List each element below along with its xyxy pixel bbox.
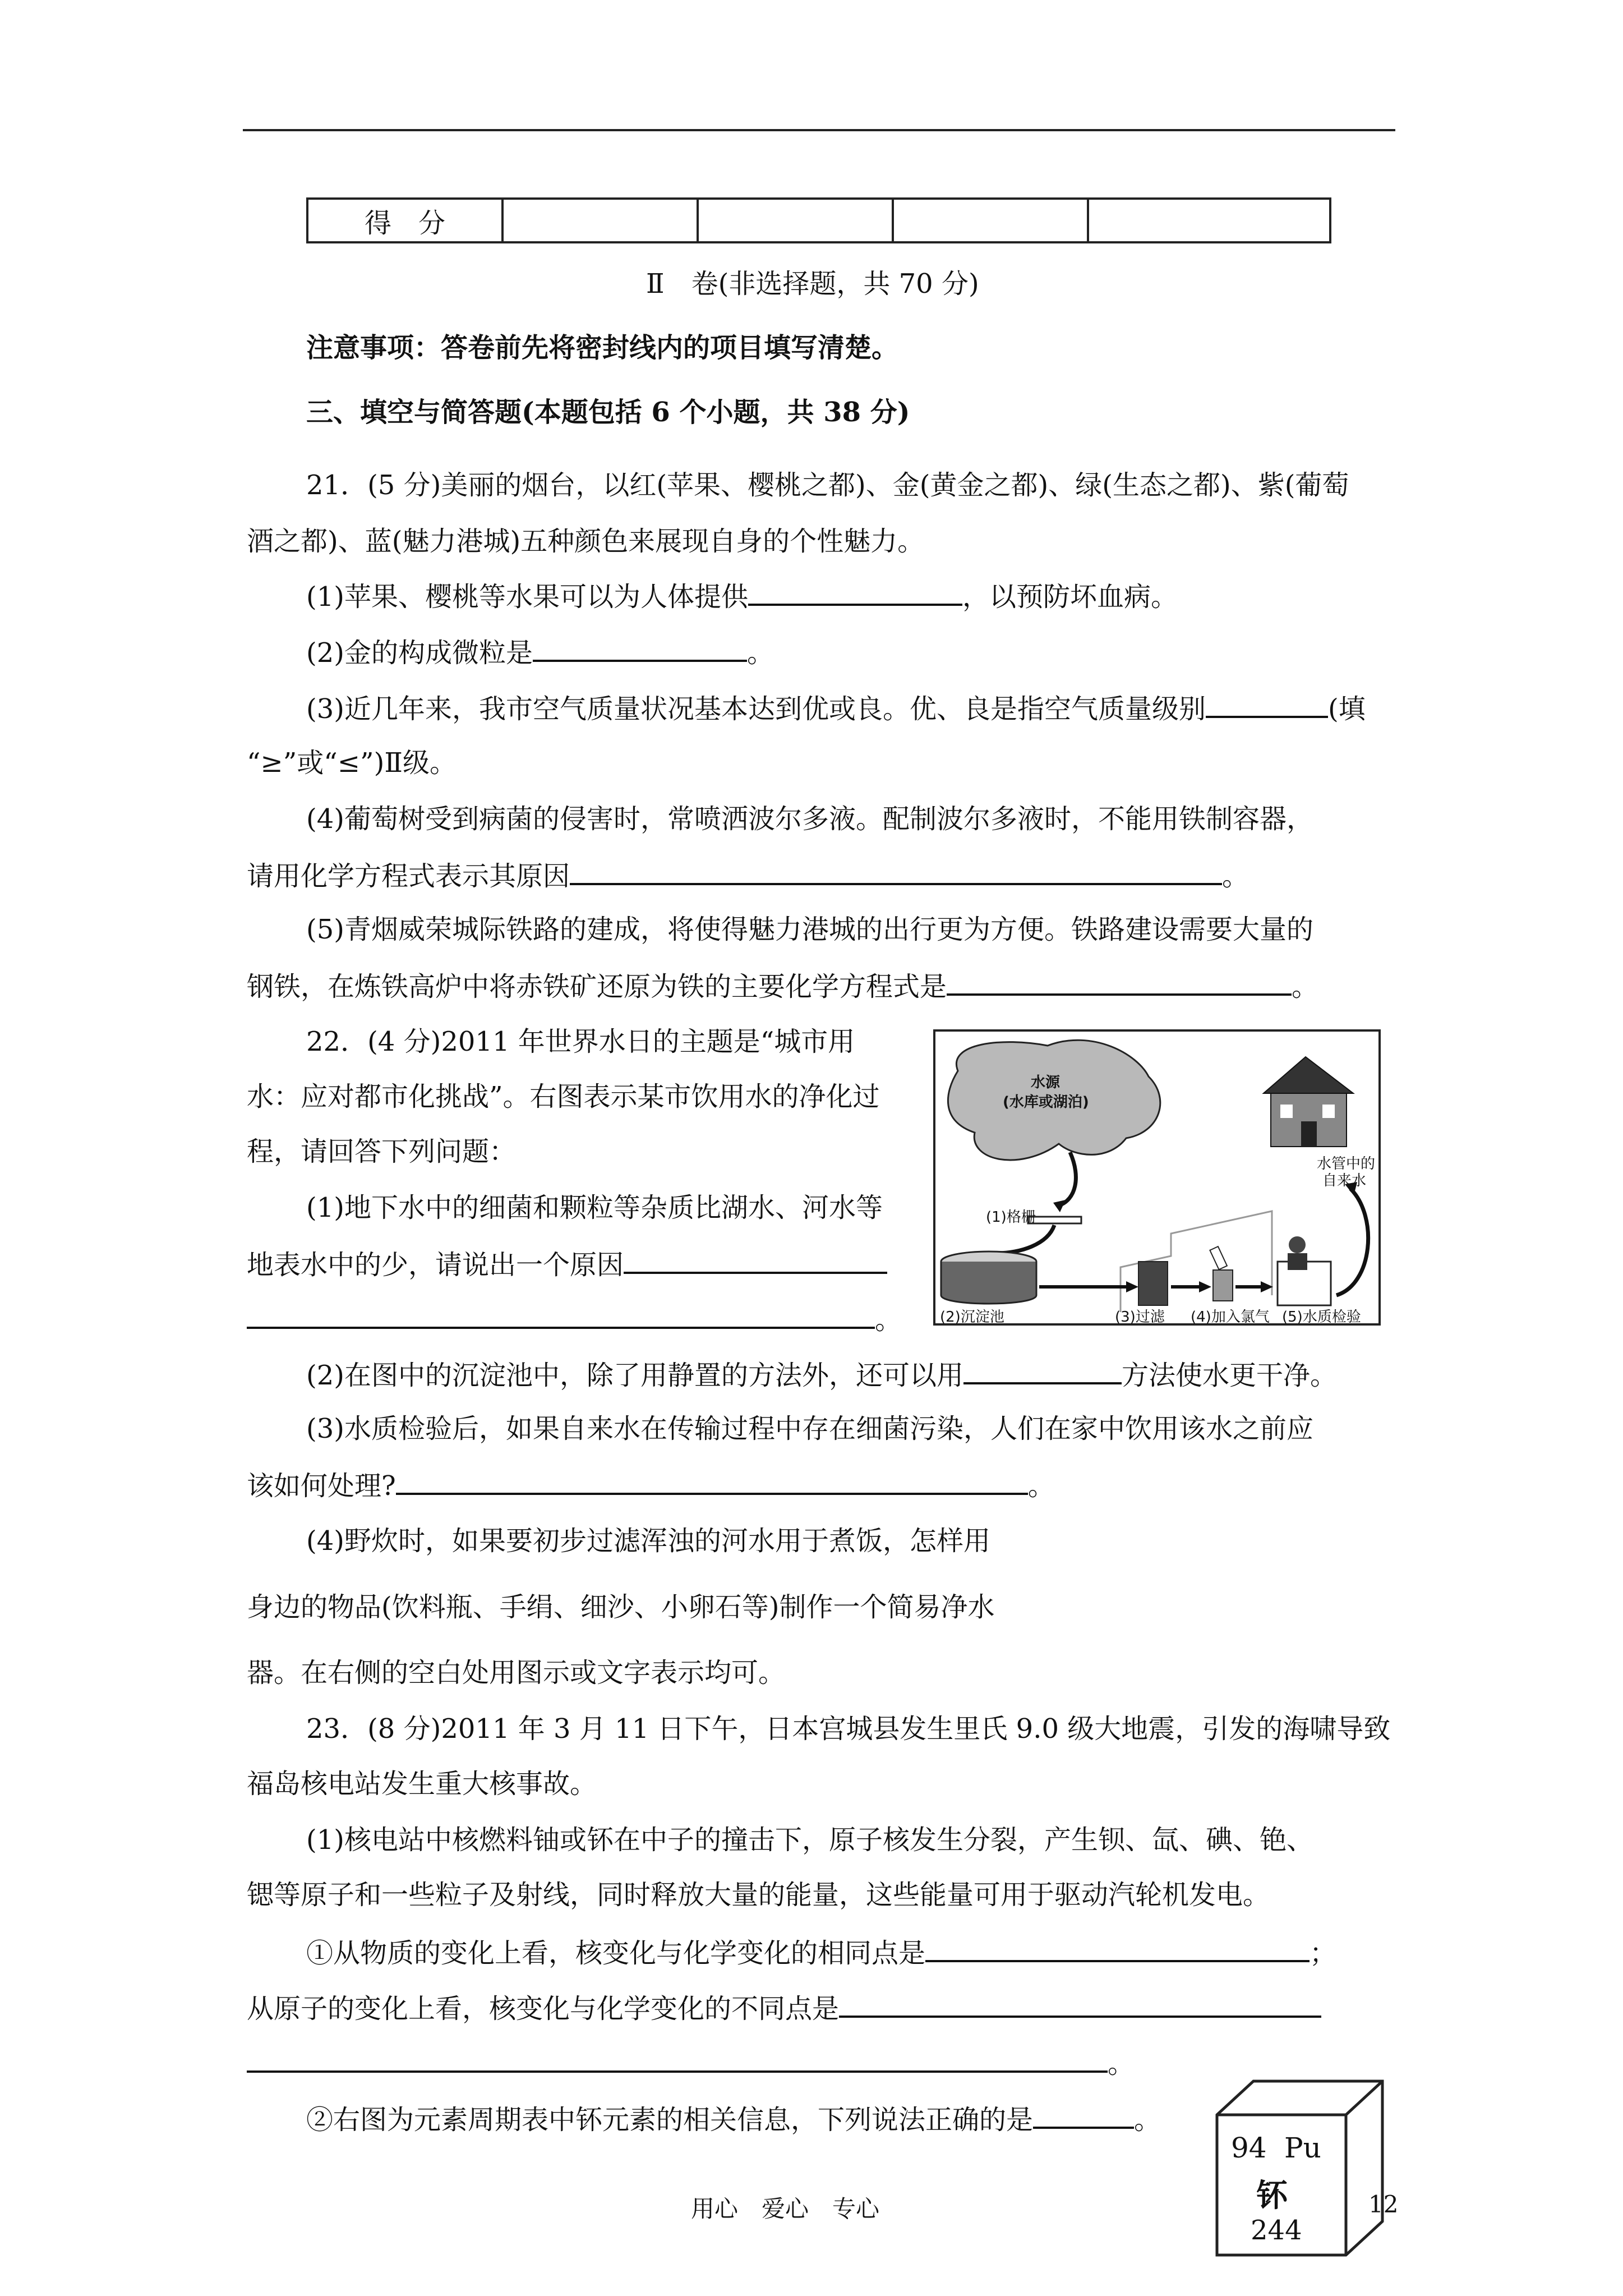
answer-blank[interactable] <box>925 1934 1310 1962</box>
inspector-head-icon <box>1289 1236 1306 1253</box>
q23-part1-line1: (1)核电站中核燃料铀或钚在中子的撞击下，原子核发生分裂，产生钡、氙、碘、铯、 <box>306 1824 1313 1856</box>
q21-part3-line2: “≥”或“≤”)Ⅱ级。 <box>247 747 457 779</box>
answer-blank[interactable] <box>1206 690 1328 718</box>
score-cell[interactable] <box>502 199 698 242</box>
score-cell[interactable] <box>698 199 893 242</box>
q21-part4-line2: 请用化学方程式表示其原因 。 <box>247 857 1249 893</box>
part-heading: 三、填空与简答题(本题包括 6 个小题，共 38 分) <box>306 397 910 428</box>
q23-sub1-line3: 。 <box>247 2045 1135 2081</box>
chlorine-bottle-icon <box>1210 1246 1227 1269</box>
step-filter-label: (3)过滤 <box>1115 1309 1165 1326</box>
water-purification-figure <box>933 1029 1381 1326</box>
tap-label: 水管中的 <box>1317 1156 1376 1172</box>
house-window-icon <box>1280 1105 1293 1118</box>
q21-part1: (1)苹果、樱桃等水果可以为人体提供 ，以预防坏血病。 <box>306 578 1178 614</box>
step-inspection-label: (5)水质检验 <box>1282 1309 1361 1326</box>
q23-sub2: ②右图为元素周期表中钚元素的相关信息，下列说法正确的是 。 <box>306 2101 1161 2137</box>
score-cell[interactable] <box>893 199 1088 242</box>
arrow-head-icon <box>1126 1281 1138 1292</box>
arrow-head-icon <box>1199 1281 1211 1292</box>
answer-blank[interactable] <box>533 634 747 662</box>
page-number: 12 <box>1368 2191 1399 2218</box>
flow-arrow-3 <box>1336 1189 1368 1295</box>
q22-part4-line3: 器。在右侧的空白处用图示或文字表示均可。 <box>247 1657 786 1688</box>
filter-unit-icon <box>1138 1262 1168 1305</box>
cube-outline <box>1200 2076 1385 2283</box>
answer-blank[interactable] <box>947 968 1292 996</box>
q22-part1-line2: 地表水中的少，请说出一个原因 <box>247 1246 887 1282</box>
q21-part5-line2: 钢铁，在炼铁高炉中将赤铁矿还原为铁的主要化学方程式是 。 <box>247 968 1318 1004</box>
arrow-head-icon <box>1053 1200 1066 1212</box>
answer-blank[interactable] <box>1033 2101 1134 2129</box>
source-sublabel: (水库或湖泊) <box>1003 1094 1089 1111</box>
footer-motto: 用心 爱心 专心 <box>691 2195 880 2223</box>
house-window-icon <box>1322 1105 1335 1118</box>
house-door-icon <box>1301 1121 1317 1147</box>
q21-stem-line1: 21．(5 分)美丽的烟台，以红(苹果、樱桃之都)、金(黄金之都)、绿(生态之都)、紫(葡萄 <box>306 470 1349 501</box>
q22-part4-line1: (4)野炊时，如果要初步过滤浑浊的河水用于煮饭，怎样用 <box>306 1525 990 1557</box>
q21-part3-line1: (3)近几年来，我市空气质量状况基本达到优或良。优、良是指空气质量级别 (填 <box>306 690 1366 726</box>
answer-blank[interactable] <box>570 857 1222 885</box>
notice: 注意事项：答卷前先将密封线内的项目填写清楚。 <box>306 332 899 364</box>
table-row <box>307 199 1330 242</box>
answer-blank[interactable] <box>963 1356 1122 1384</box>
grille-icon <box>1028 1217 1081 1223</box>
element-cube <box>1200 2076 1385 2283</box>
answer-blank[interactable] <box>247 2045 1108 2073</box>
atomic-mass: 244 <box>1251 2215 1302 2246</box>
chlorine-tank-icon <box>1213 1270 1233 1301</box>
q22-part4-line2: 身边的物品(饮料瓶、手绢、细沙、小卵石等)制作一个简易净水 <box>247 1591 995 1623</box>
q22-stem-line1: 22．(4 分)2011 年世界水日的主题是“城市用 <box>306 1026 855 1057</box>
score-label: 得 分 <box>307 199 502 242</box>
q21-part2: (2)金的构成微粒是 。 <box>306 634 774 670</box>
q23-stem-line2: 福岛核电站发生重大核事故。 <box>247 1768 597 1800</box>
inspector-body-icon <box>1288 1253 1307 1270</box>
atomic-number: 94 <box>1231 2132 1267 2164</box>
answer-blank[interactable] <box>839 1990 1321 2018</box>
flow-arrow-1 <box>1059 1152 1076 1205</box>
q23-part1-line2: 锶等原子和一些粒子及射线，同时释放大量的能量，这些能量可用于驱动汽轮机发电。 <box>247 1879 1270 1911</box>
water-purification-diagram <box>935 1032 1378 1323</box>
house-roof-icon <box>1264 1057 1353 1093</box>
answer-blank[interactable] <box>247 1301 875 1329</box>
q22-stem-line3: 程，请回答下列问题： <box>247 1136 517 1167</box>
tap-sublabel: 自来水 <box>1322 1172 1367 1189</box>
q22-part2: (2)在图中的沉淀池中，除了用静置的方法外，还可以用 方法使水更干净。 <box>306 1356 1337 1392</box>
score-table <box>306 197 1331 243</box>
element-symbol: Pu <box>1284 2132 1321 2164</box>
header-rule <box>243 129 1395 131</box>
section-title: Ⅱ 卷(非选择题，共 70 分) <box>646 268 979 300</box>
step-grille-label: (1)格栅 <box>986 1209 1036 1226</box>
element-name: 钚 <box>1256 2177 1288 2214</box>
q22-part1-line3: 。 <box>247 1301 902 1337</box>
answer-blank[interactable] <box>624 1246 887 1274</box>
q23-sub1-line2: 从原子的变化上看，核变化与化学变化的不同点是 <box>247 1990 1321 2026</box>
q23-sub1-line1: ①从物质的变化上看，核变化与化学变化的相同点是 ； <box>306 1934 1336 1970</box>
answer-blank[interactable] <box>396 1467 1028 1495</box>
q21-stem-line2: 酒之都)、蓝(魅力港城)五种颜色来展现自身的个性魅力。 <box>247 526 925 557</box>
q22-part3-line1: (3)水质检验后，如果自来水在传输过程中存在细菌污染，人们在家中饮用该水之前应 <box>306 1413 1313 1444</box>
score-cell[interactable] <box>1088 199 1330 242</box>
q21-part4-line1: (4)葡萄树受到病菌的侵害时，常喷洒波尔多液。配制波尔多液时，不能用铁制容器， <box>306 803 1313 835</box>
q23-stem-line1: 23．(8 分)2011 年 3 月 11 日下午，日本宫城县发生里氏 9.0 级大地震，引发的海啸导致 <box>306 1713 1391 1745</box>
source-label: 水源 <box>1031 1074 1061 1091</box>
step-sedimentation-label: (2)沉淀池 <box>940 1309 1004 1326</box>
q22-part3-line2: 该如何处理? 。 <box>247 1467 1055 1503</box>
q21-part5-line1: (5)青烟威荣城际铁路的建成，将使得魅力港城的出行更为方便。铁路建设需要大量的 <box>306 914 1313 945</box>
answer-blank[interactable] <box>748 578 962 606</box>
q22-stem-line2: 水：应对都市化挑战”。右图表示某市饮用水的净化过 <box>247 1081 880 1112</box>
q22-part1-line1: (1)地下水中的细菌和颗粒等杂质比湖水、河水等 <box>306 1192 883 1223</box>
step-chlorine-label: (4)加入氯气 <box>1191 1309 1270 1326</box>
sedimentation-tank-body <box>941 1262 1036 1304</box>
flow-arrow-2 <box>997 1225 1054 1253</box>
